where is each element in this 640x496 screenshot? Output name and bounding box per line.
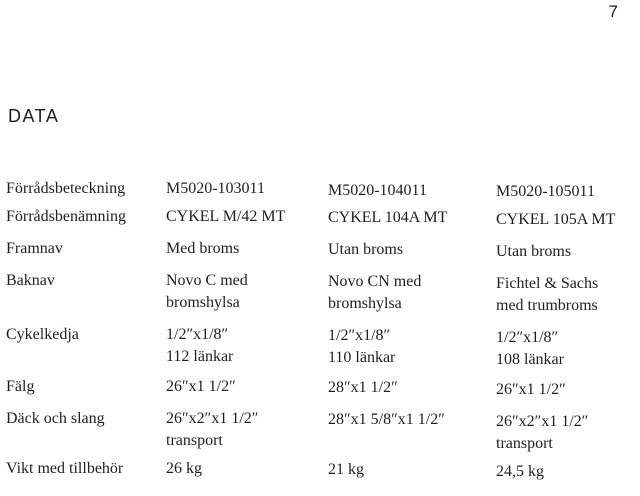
value-line: transport: [496, 435, 553, 452]
table-row: [6, 206, 636, 238]
value-line: Med broms: [166, 240, 240, 257]
value-line: bromshylsa: [328, 295, 402, 312]
value-line: 24,5 kg: [496, 463, 544, 480]
row-label: Baknav: [6, 272, 55, 289]
value-line: 26 kg: [166, 460, 202, 477]
value-line: Utan broms: [328, 241, 404, 258]
value-line: CYKEL M/42 MT: [166, 208, 286, 225]
page-number: 7: [608, 2, 618, 21]
value-line: M5020-105011: [496, 183, 595, 200]
value-line: 26″x2″x1 1/2″: [166, 410, 259, 427]
value-cell: [166, 376, 328, 398]
value-line: 28″x1 1/2″: [328, 379, 398, 396]
value-cell: [166, 206, 328, 228]
value-cell: [328, 178, 496, 202]
value-line: 28″x1 5/8″x1 1/2″: [328, 411, 445, 428]
value-line: CYKEL 105A MT: [496, 211, 616, 228]
row-label: Däck och slang: [6, 410, 105, 427]
value-cell: [328, 324, 496, 369]
value-cell: [328, 408, 496, 431]
value-line: bromshylsa: [166, 294, 240, 311]
value-line: Fichtel & Sachs: [496, 275, 599, 292]
table-row: [6, 324, 636, 376]
value-cell: [166, 408, 328, 452]
row-label: Framnav: [6, 240, 63, 257]
value-line: 26″x2″x1 1/2″: [496, 413, 589, 430]
value-cell: [328, 206, 496, 229]
value-cell: [166, 178, 328, 200]
row-label: Förrådsbeteckning: [6, 180, 126, 197]
value-cell: [166, 270, 328, 314]
table-row: [6, 458, 636, 484]
value-line: 1/2″x1/8″: [496, 329, 559, 346]
row-label: Fälg: [6, 378, 35, 395]
value-cell: [328, 238, 496, 261]
value-cell: [328, 458, 496, 481]
value-line: 110 länkar: [328, 349, 396, 366]
value-line: M5020-103011: [166, 180, 265, 197]
value-line: 1/2″x1/8″: [166, 326, 229, 343]
value-line: M5020-104011: [328, 182, 427, 199]
value-line: 26″x1 1/2″: [496, 381, 566, 398]
value-cell: [166, 458, 328, 480]
value-cell: [496, 324, 636, 371]
value-line: transport: [166, 432, 223, 449]
value-line: 112 länkar: [166, 348, 234, 365]
value-line: CYKEL 104A MT: [328, 209, 448, 226]
value-line: med trumbroms: [496, 297, 598, 314]
row-label: Cykelkedja: [6, 326, 79, 343]
spec-table: [6, 178, 636, 484]
value-cell: [496, 238, 636, 263]
value-line: 21 kg: [328, 461, 364, 478]
value-cell: [166, 324, 328, 368]
value-line: Utan broms: [496, 243, 572, 260]
value-line: Novo CN med: [328, 273, 422, 290]
section-heading: DATA: [8, 106, 60, 126]
table-row: [6, 238, 636, 270]
value-cell: [496, 376, 636, 401]
table-row: [6, 270, 636, 324]
value-line: 108 länkar: [496, 351, 564, 368]
value-cell: [496, 270, 636, 317]
value-cell: [496, 458, 636, 483]
value-cell: [496, 408, 636, 455]
value-cell: [496, 178, 636, 203]
value-cell: [328, 376, 496, 399]
value-cell: [328, 270, 496, 315]
row-label: Vikt med tillbehör: [6, 460, 124, 477]
table-row: [6, 178, 636, 206]
value-line: 26″x1 1/2″: [166, 378, 236, 395]
table-row: [6, 376, 636, 408]
value-line: 1/2″x1/8″: [328, 327, 391, 344]
value-line: Novo C med: [166, 272, 248, 289]
value-cell: [166, 238, 328, 260]
value-cell: [496, 206, 636, 231]
row-label: Förrådsbenämning: [6, 208, 126, 225]
table-row: [6, 408, 636, 458]
